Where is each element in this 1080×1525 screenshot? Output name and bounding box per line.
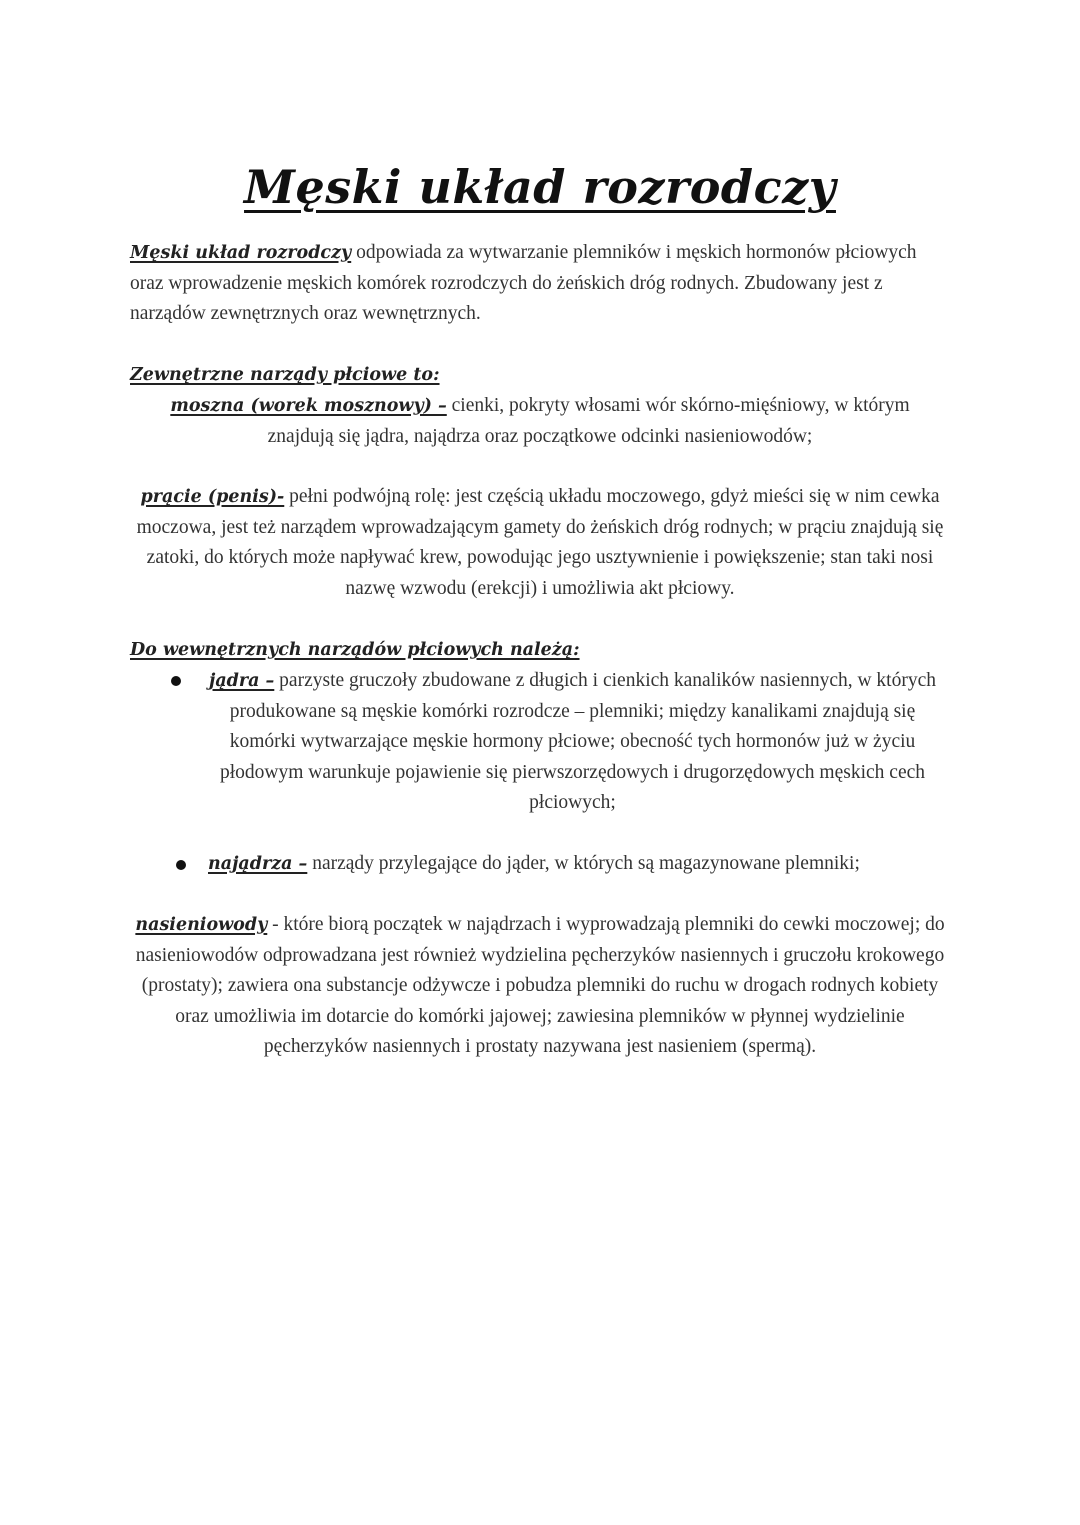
moszna-text: cienki, pokryty włosami wór skórno-mięśniowy, w którym znajdują się jądra, najądrza oraz początkowe odcinki nasieniowodów;: [267, 395, 910, 447]
list-item-najadrza: [208, 849, 948, 880]
pracie-term: prącie (penis)-: [140, 487, 285, 507]
najadrza-text: narządy przylegające do jąder, w których są magazynowane plemniki;: [307, 853, 860, 874]
nasieniowody-text: - które biorą początek w najądrzach i wyprowadzają plemniki do cewki moczowej; do nasieniowodów odprowadzana jest również wydzielina pęcherzyków nasiennych i gruczołu krokowego (prostaty); zawiera ona substancje odżywcze i pobudza plemniki do ruchu w drogach rodnych kobiety oraz umożliwia im dotarcie do komórki jajowej; zawiesina plemników w płynnej wydzielinie pęcherzyków nasiennych i prostaty nazywana jest nasieniem (spermą).: [135, 914, 945, 1057]
nasieniowody-term: nasieniowody: [135, 915, 268, 935]
bullet-icon: [171, 676, 181, 686]
internal-organs-heading: [130, 635, 950, 666]
page-title-text: Męski układ rozrodczy: [244, 160, 836, 214]
jadra-term: jądra –: [208, 671, 275, 691]
bullet-icon: [176, 860, 186, 870]
intro-term: Męski układ rozrodczy: [130, 243, 352, 263]
pracie-paragraph: [130, 482, 950, 604]
page-title: [0, 160, 1080, 214]
nasieniowody-paragraph: [135, 910, 945, 1063]
moszna-paragraph: [145, 391, 935, 452]
list-item-jadra: [195, 666, 950, 819]
najadrza-term: najądrza –: [208, 854, 308, 874]
intro-paragraph: [130, 238, 950, 330]
external-organs-heading: [130, 360, 950, 391]
moszna-term: moszna (worek mosznowy) –: [170, 396, 447, 416]
external-heading-text: Zewnętrzne narządy płciowe to:: [130, 365, 440, 385]
jadra-text: parzyste gruczoły zbudowane z długich i cienkich kanalików nasiennych, w których produkowane są męskie komórki rozrodcze – plemniki; między kanalikami znajdują się komórki wytwarzające męskie hormony płciowe; obecność tych hormonów już w życiu płodowym warunkuje pojawienie się pierwszorzędowych i drugorzędowych męskich cech płciowych;: [219, 670, 936, 813]
pracie-text: pełni podwójną rolę: jest częścią układu moczowego, gdyż mieści się w nim cewka moczowa, jest też narządem wprowadzającym gamety do żeńskich dróg rodnych; w prąciu znajdują się zatoki, do których może napływać krew, powodując jego usztywnienie i powiększenie; stan taki nosi nazwę wzwodu (erekcji) i umożliwia akt płciowy.: [136, 486, 944, 599]
intro-text: odpowiada za wytwarzanie plemników i męskich hormonów płciowych oraz wprowadzenie męskich komórek rozrodczych do żeńskich dróg rodnych. Zbudowany jest z narządów zewnętrznych oraz wewnętrznych.: [130, 242, 917, 324]
internal-heading-text: Do wewnętrznych narządów płciowych należą:: [130, 640, 580, 660]
